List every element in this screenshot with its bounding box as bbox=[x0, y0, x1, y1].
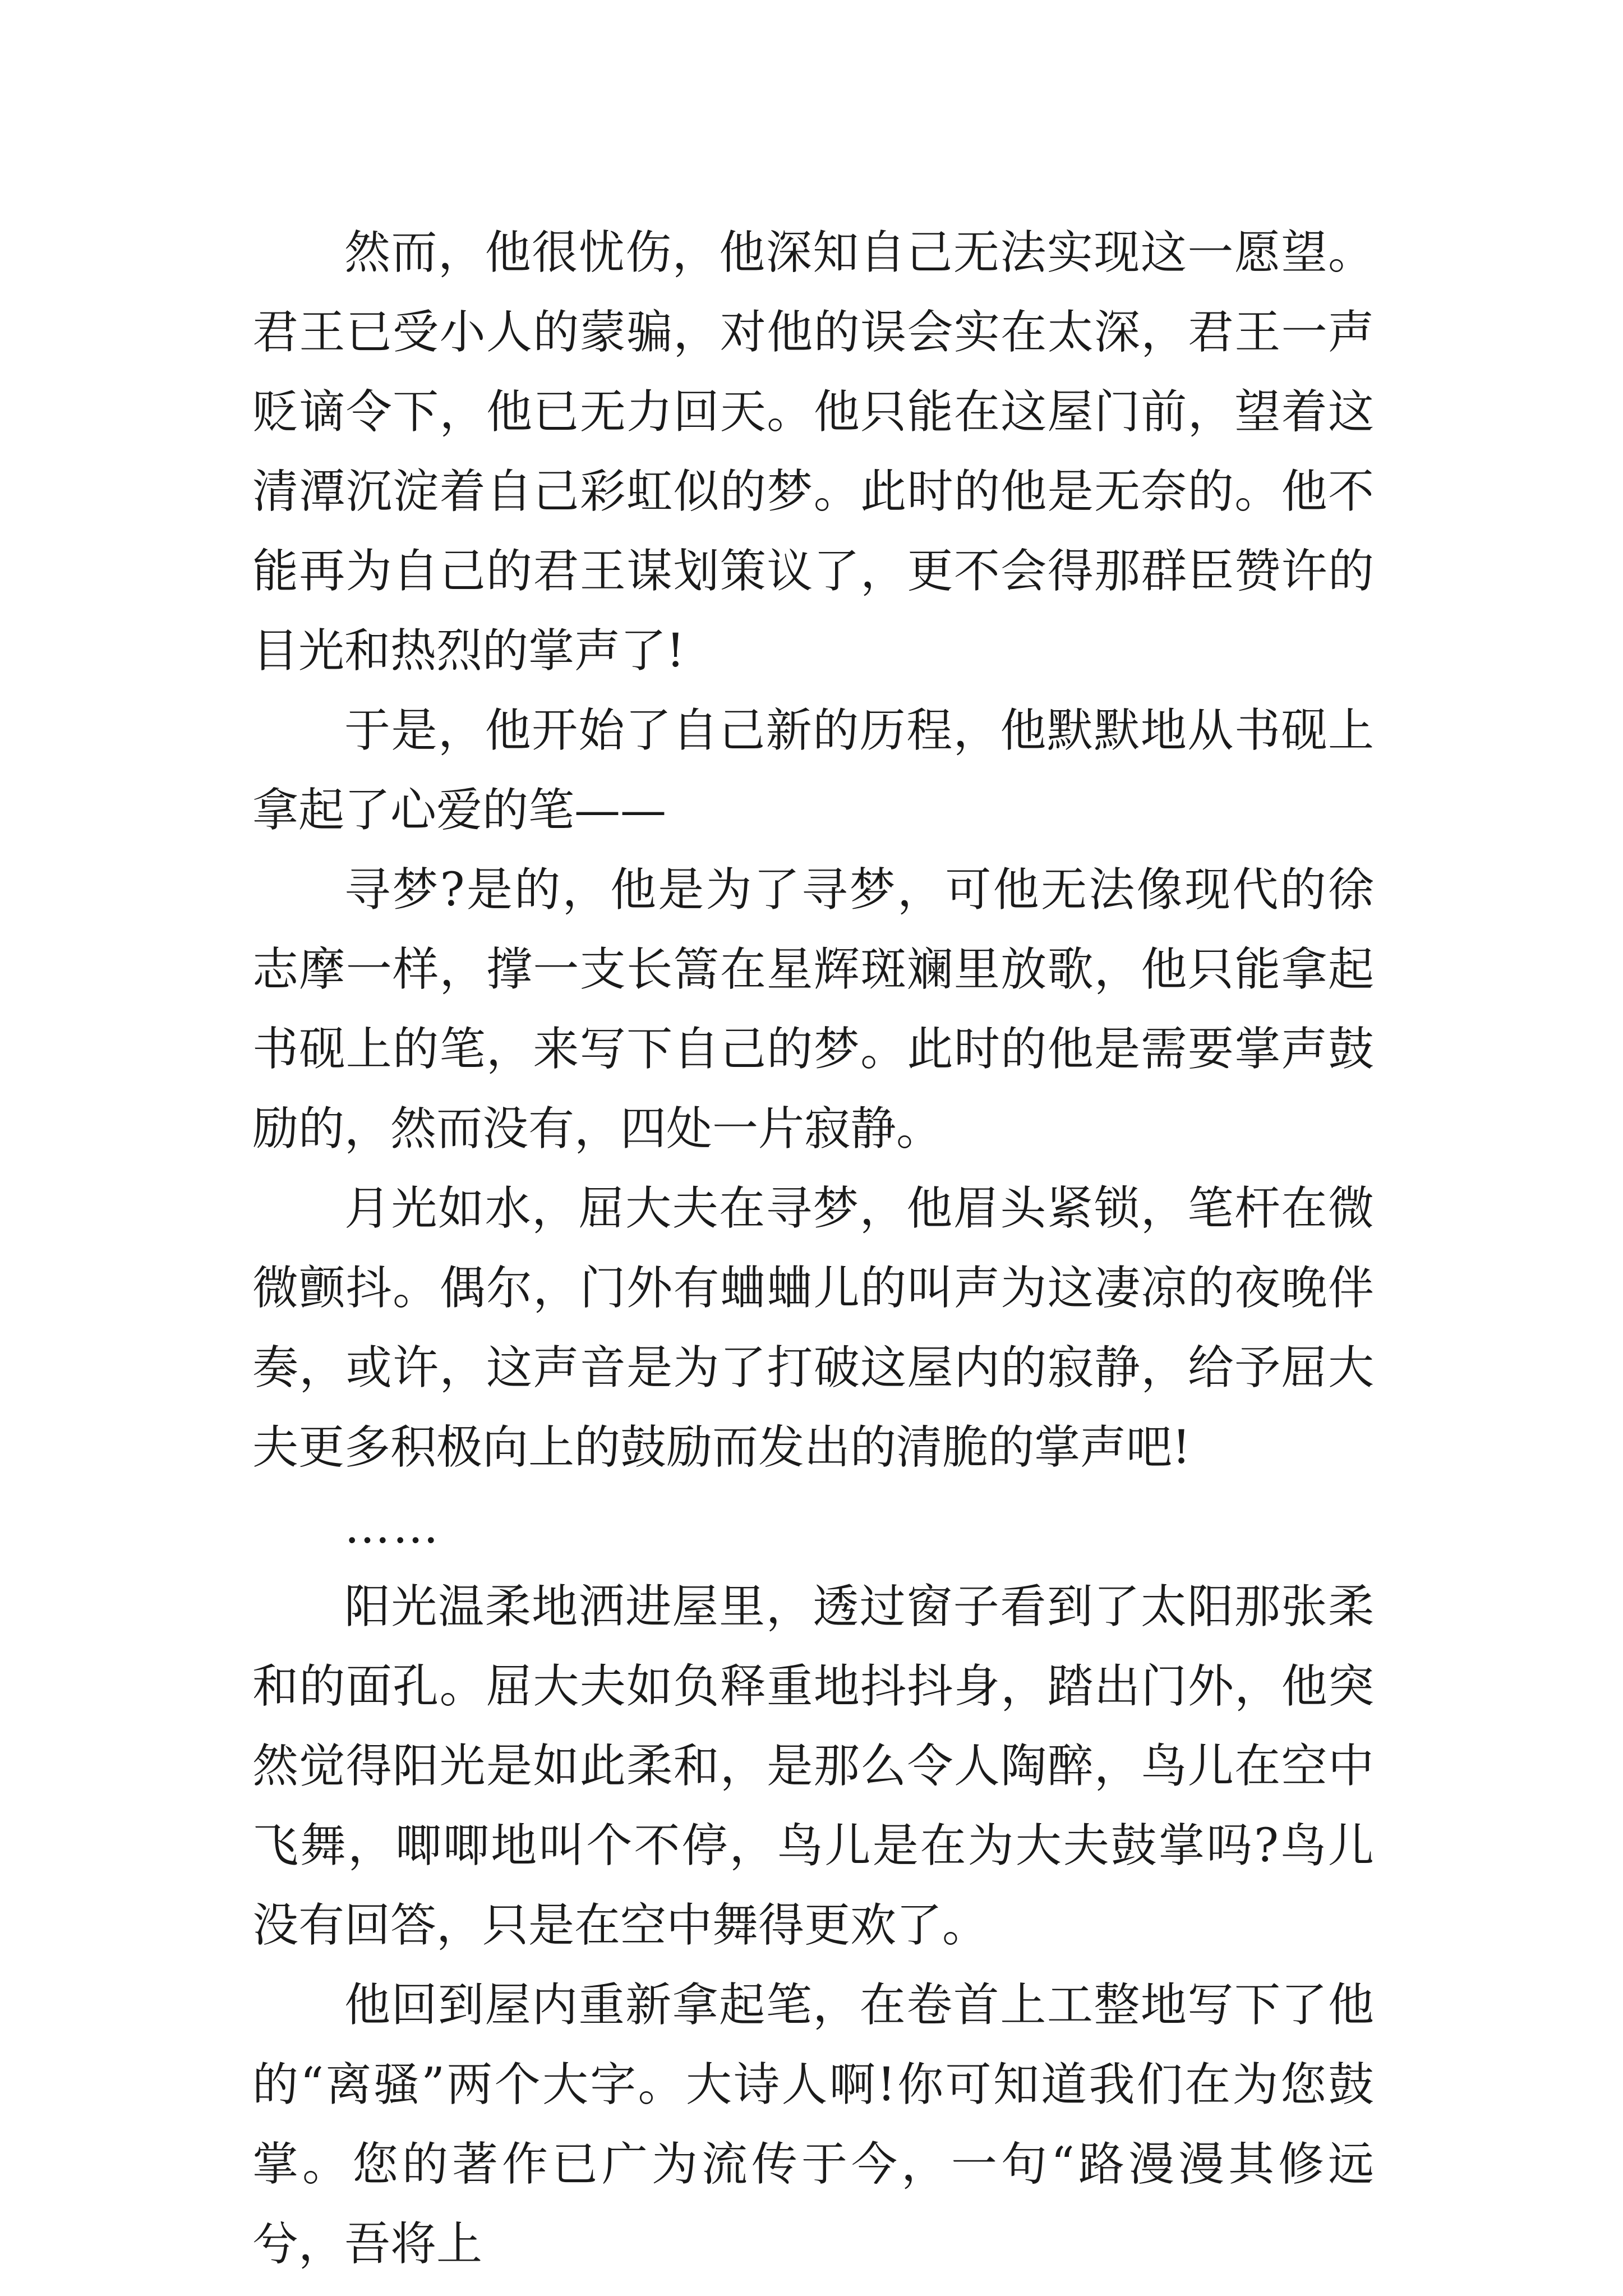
document-body bbox=[252, 213, 1374, 2284]
paragraph: 然而，他很忧伤，他深知自己无法实现这一愿望。君王已受小人的蒙骗，对他的误会实在太深，君王一声贬谪令下，他已无力回天。他只能在这屋门前，望着这清潭沉淀着自己彩虹似的梦。此时的他是无奈的。他不能再为自己的君王谋划策议了，更不会得那群臣赞许的目光和热烈的掌声了! bbox=[252, 226, 1374, 678]
ellipsis-paragraph: …… bbox=[344, 1501, 441, 1554]
paragraph: 于是，他开始了自己新的历程，他默默地从书砚上拿起了心爱的笔—— bbox=[252, 704, 1374, 837]
paragraph: 寻梦?是的，他是为了寻梦，可他无法像现代的徐志摩一样，撑一支长篙在星辉斑斓里放歌，他只能拿起书砚上的笔，来写下自己的梦。此时的他是需要掌声鼓励的，然而没有，四处一片寂静。 bbox=[252, 863, 1374, 1156]
paragraph: 阳光温柔地洒进屋里，透过窗子看到了太阳那张柔和的面孔。屈大夫如负释重地抖抖身，踏出门外，他突然觉得阳光是如此柔和，是那么令人陶醉，鸟儿在空中飞舞，唧唧地叫个不停，鸟儿是在为大夫鼓掌吗?鸟儿没有回答，只是在空中舞得更欢了。 bbox=[252, 1580, 1374, 1952]
paragraph: 月光如水，屈大夫在寻梦，他眉头紧锁，笔杆在微微颤抖。偶尔，门外有蛐蛐儿的叫声为这凄凉的夜晚伴奏，或许，这声音是为了打破这屋内的寂静，给予屈大夫更多积极向上的鼓励而发出的清脆的掌声吧! bbox=[252, 1182, 1374, 1474]
paragraph: 他回到屋内重新拿起笔，在卷首上工整地写下了他的“离骚”两个大字。大诗人啊!你可知道我们在为您鼓掌。您的著作已广为流传于今，一句“路漫漫其修远兮，吾将上 bbox=[252, 1978, 1374, 2271]
